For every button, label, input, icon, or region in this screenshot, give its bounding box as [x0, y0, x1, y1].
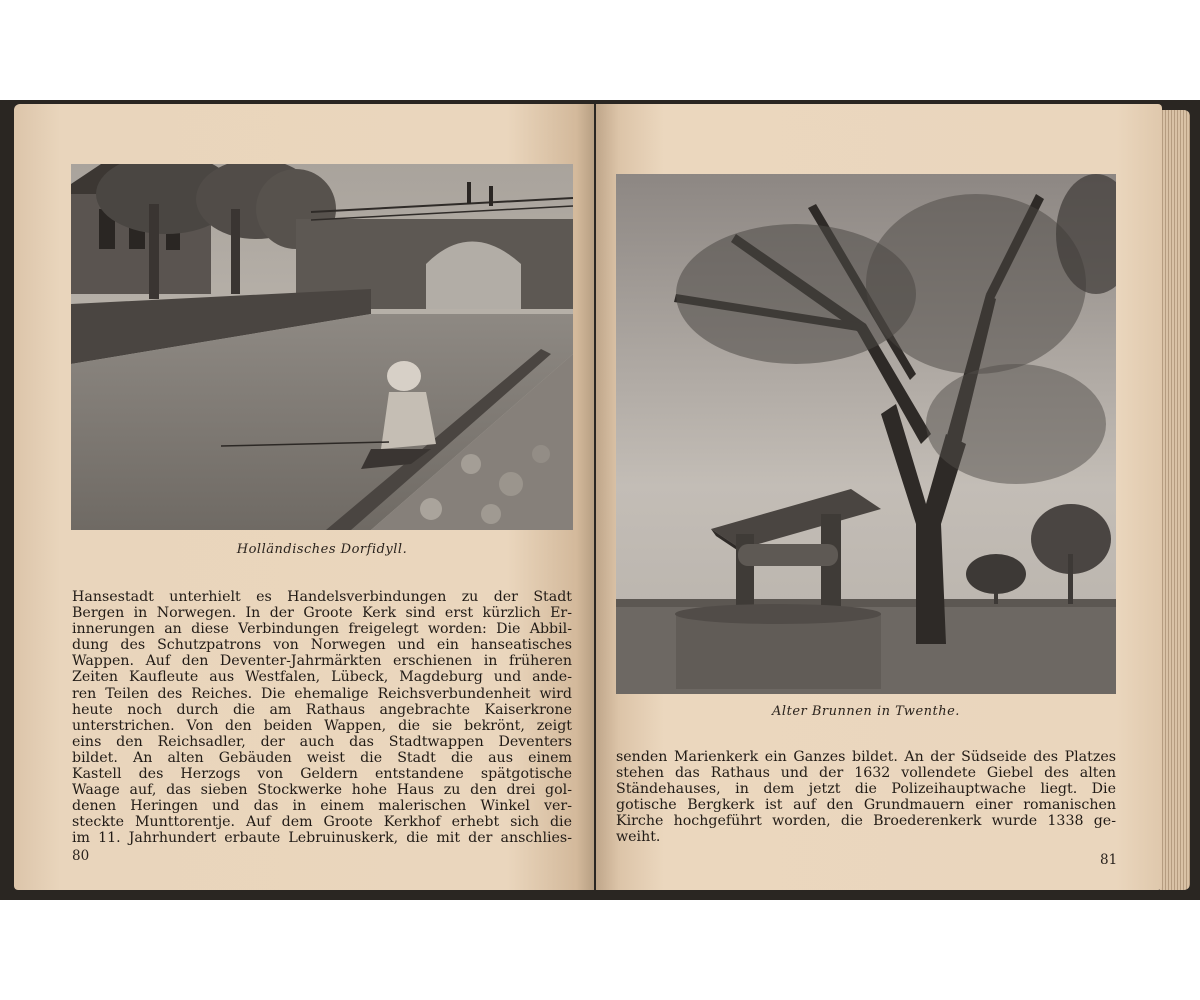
text-line: bildet. An alten Gebäuden weist die Stadt die aus einem — [72, 749, 572, 766]
page-number: 80 — [72, 848, 90, 864]
text-line: Wappen. Auf den Deventer-Jahrmärkten erschienen in früheren — [72, 653, 572, 670]
text-line: Waage auf, das sieben Stockwerke hohe Haus zu den drei gol- — [72, 782, 572, 799]
right-page-body-text — [616, 749, 1116, 846]
text-line: eins den Reichsadler, der auch das Stadtwappen Deventers — [72, 733, 572, 750]
text-line: dung des Schutzpatrons von Norwegen und ein hanseatisches — [72, 637, 572, 654]
photo-caption: Alter Brunnen in Twenthe. — [772, 704, 960, 719]
text-line: ren Teilen des Reiches. Die ehemalige Reichsverbundenheit wird — [72, 685, 572, 702]
text-line: weiht. — [616, 829, 661, 846]
open-book — [0, 100, 1200, 900]
page-number: 81 — [1100, 852, 1118, 868]
text-line: im 11. Jahrhundert erbaute Lebruinuskerk, die mit der anschlies- — [72, 830, 572, 847]
text-line: Kirche hochgeführt worden, die Broederenkerk wurde 1338 ge- — [616, 813, 1116, 830]
text-line: heute noch durch die am Rathaus angebrachte Kaiserkrone — [72, 701, 572, 718]
photo-caption: Holländisches Dorfidyll. — [236, 542, 408, 557]
text-line: Ständehauses, in dem jetzt die Polizeihauptwache liegt. Die — [616, 781, 1116, 798]
left-page — [14, 104, 594, 890]
text-line: steckte Munttorentje. Auf dem Groote Kerkhof erhebt sich die — [72, 814, 572, 831]
text-line: Kastell des Herzogs von Geldern entstandene spätgotische — [72, 766, 572, 783]
photo-dorfidyll — [71, 164, 573, 530]
text-line: Zeiten Kaufleute aus Westfalen, Lübeck, Magdeburg und ande- — [72, 669, 572, 686]
text-line: stehen das Rathaus und der 1632 vollendete Giebel des alten — [616, 765, 1116, 782]
text-line: innerungen an diese Verbindungen freigelegt worden: Die Abbil- — [72, 621, 572, 638]
text-line: Hansestadt unterhielt es Handelsverbindungen zu der Stadt — [72, 589, 572, 605]
text-line: senden Marienkerk ein Ganzes bildet. An der Südseide des Platzes — [616, 749, 1116, 765]
page-edges — [1160, 110, 1190, 890]
text-line: Bergen in Norwegen. In der Groote Kerk sind erst kürzlich Er- — [72, 605, 572, 622]
right-page — [596, 104, 1162, 890]
text-line: gotische Bergkerk ist auf den Grundmauern einer romanischen — [616, 797, 1116, 814]
photo-brunnen — [616, 174, 1116, 694]
text-line: unterstrichen. Von den beiden Wappen, die sie bekrönt, zeigt — [72, 717, 572, 734]
text-line: denen Heringen und das in einem malerischen Winkel ver- — [72, 798, 572, 815]
left-page-body-text — [72, 589, 572, 847]
